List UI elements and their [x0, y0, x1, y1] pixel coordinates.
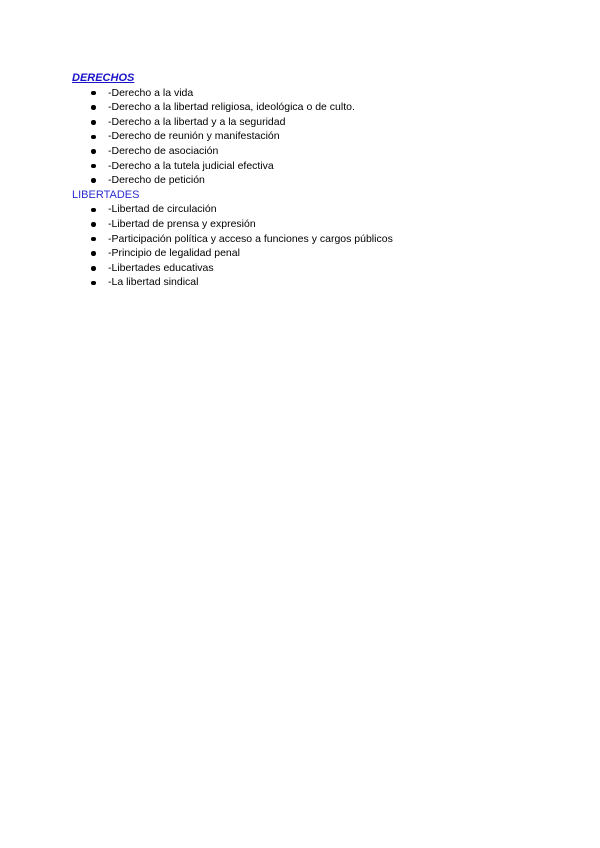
- list-item: [72, 144, 542, 159]
- bullet-icon: [91, 135, 96, 140]
- list-item-text: -Derecho de petición: [108, 174, 205, 187]
- list-item: [72, 217, 542, 232]
- list-item: [72, 275, 542, 290]
- bullet-icon: [91, 237, 96, 242]
- list-item-text: -Libertades educativas: [108, 261, 214, 274]
- list-item: [72, 115, 542, 130]
- list-item-text: -Libertad de prensa y expresión: [108, 217, 256, 230]
- list-item-text: -Derecho a la libertad religiosa, ideológica o de culto.: [108, 101, 355, 114]
- bullet-icon: [91, 149, 96, 154]
- bullet-icon: [91, 105, 96, 110]
- list-item: [72, 202, 542, 217]
- list-item-text: -Principio de legalidad penal: [108, 247, 240, 260]
- list-item-text: -Derecho a la tutela judicial efectiva: [108, 159, 274, 172]
- list-item: [72, 173, 542, 188]
- bullet-icon: [91, 178, 96, 183]
- section-heading-derechos: DERECHOS: [72, 72, 135, 84]
- bullet-icon: [91, 222, 96, 227]
- section-heading-libertades: LIBERTADES: [72, 188, 140, 201]
- list-item: [72, 129, 542, 144]
- list-item-text: -Derecho de asociación: [108, 144, 219, 157]
- bullet-icon: [91, 91, 96, 96]
- list-item-text: -Derecho a la libertad y a la seguridad: [108, 115, 286, 128]
- list-item: [72, 100, 542, 115]
- bullet-icon: [91, 208, 96, 213]
- list-item: [72, 86, 542, 101]
- bullet-icon: [91, 120, 96, 125]
- derechos-list: [72, 86, 542, 188]
- bullet-icon: [91, 164, 96, 169]
- list-item: [72, 159, 542, 174]
- list-item: [72, 232, 542, 247]
- document-content: [72, 71, 542, 290]
- list-item: [72, 246, 542, 261]
- list-item-text: -La libertad sindical: [108, 276, 199, 289]
- libertades-list: [72, 202, 542, 290]
- list-item-text: -Derecho a la vida: [108, 86, 194, 99]
- list-item-text: -Participación política y acceso a funciones y cargos públicos: [108, 232, 393, 245]
- list-item-text: -Derecho de reunión y manifestación: [108, 130, 280, 143]
- bullet-icon: [91, 281, 96, 286]
- bullet-icon: [91, 266, 96, 271]
- list-item-text: -Libertad de circulación: [108, 203, 217, 216]
- bullet-icon: [91, 251, 96, 256]
- list-item: [72, 261, 542, 276]
